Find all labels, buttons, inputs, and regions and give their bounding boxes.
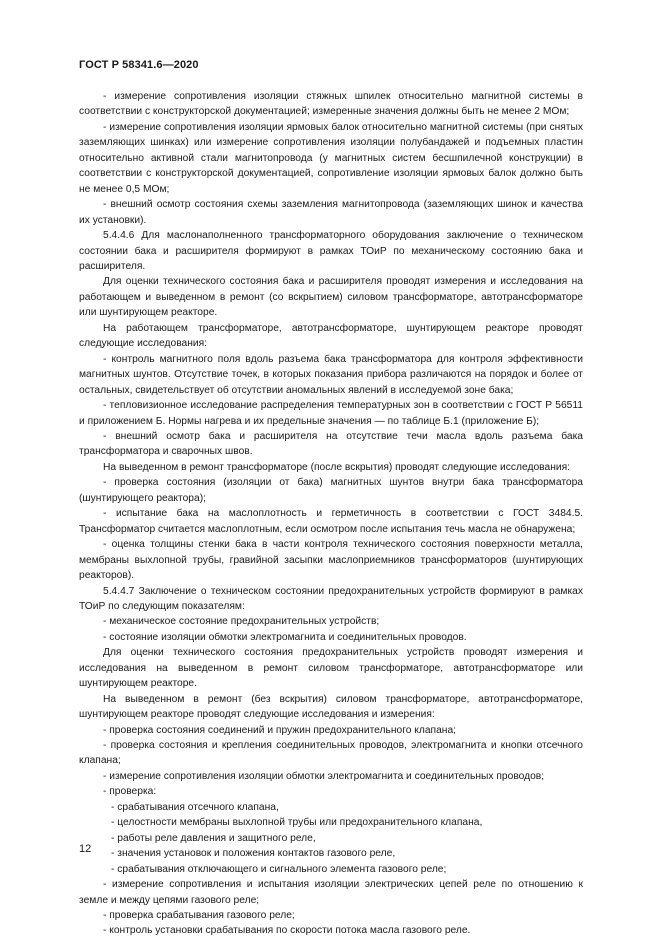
paragraph: 5.4.4.7 Заключение о техническом состоянии предохранительных устройств формируют в рамках ТОиР по следующим показателям: [79,585,583,612]
paragraph: - оценка толщины стенки бака в части контроля технического состояния поверхности металла, мембраны выхлопной трубы, гравийной засыпки маслоприемников трансформаторов (шунтирующих реакторов). [79,539,583,582]
paragraph: - тепловизионное исследование распределения температурных зон в соответствии с ГОСТ Р 56511 и приложением Б. Нормы нагрева и их предельные значения — по таблице Б.1 (приложение Б); [79,400,583,427]
paragraph: - проверка: [103,786,157,798]
paragraph: 5.4.4.6 Для маслонаполненного трансформаторного оборудования заключение о техническом состоянии бака и расширителя формируют в рамках ТОиР по механическому состоянию бака и расширителя. [79,230,583,272]
sub-list-item: - значения установок и положения контактов газового реле, [111,848,396,860]
paragraph: - контроль установки срабатывания по скорости потока масла газового реле. [103,925,471,937]
sub-list-item: - срабатывания отключающего и сигнального элемента газового реле; [111,863,447,875]
paragraph: - проверка состояния (изоляции от бака) магнитных шунтов внутри бака трансформатора (шунтирующего реактора); [79,477,583,504]
paragraph: - измерение сопротивления изоляции ярмовых балок относительно магнитной системы (при снятых заземляющих шинках) или измерение сопротивления изоляции полубандажей и подъемных пластин относительно активной стали магнитопровода (у магнитных систем бесшпилечной конструкции) в соответствии с конструкторской документацией, сопротивление изоляции ярмовых балок должно быть не менее 0,5 МОм; [79,121,583,195]
paragraph: - внешний осмотр состояния схемы заземления магнитопровода (заземляющих шинок и качества их установки). [79,199,583,226]
paragraph: Для оценки технического состояния бака и расширителя проводят измерения и исследования на работающем и выведенном в ремонт (со вскрытием) силовом трансформаторе, автотрансформаторе или шунтирующем реакторе. [79,276,583,319]
paragraph: - измерение сопротивления и испытания изоляции электрических цепей реле по отношению к земле и между цепями газового реле; [79,879,583,906]
paragraph: На выведенном в ремонт (без вскрытия) силовом трансформаторе, автотрансформаторе, шунтирующем реакторе проводят следующие исследования и измерения: [79,693,583,721]
document-header: ГОСТ Р 58341.6—2020 [79,59,199,71]
paragraph: - измерение сопротивления изоляции обмотки электромагнита и соединительных проводов; [103,770,545,782]
paragraph: - состояние изоляции обмотки электромагнита и соединительных проводов. [103,631,467,643]
document-body [79,89,583,939]
sub-list-item: - срабатывания отсечного клапана, [111,801,279,813]
paragraph: На работающем трансформаторе, автотрансформаторе, шунтирующем реакторе проводят следующие исследования: [79,322,583,350]
sub-list-item: - работы реле давления и защитного реле, [111,832,316,844]
sub-list-item: - целостности мембраны выхлопной трубы или предохранительного клапана, [111,817,483,829]
paragraph: - испытание бака на маслоплотность и герметичность в соответствии с ГОСТ 3484.5. Трансформатор считается маслоплотным, если осмотром после испытания течь масла не обнаружена; [79,508,583,535]
paragraph: На выведенном в ремонт трансформаторе (после вскрытия) проводят следующие исследования: [103,461,570,473]
paragraph: - измерение сопротивления изоляции стяжных шпилек относительно магнитной системы в соответствии с конструкторской документацией; измеренные значения должны быть не менее 2 МОм; [79,91,583,118]
paragraph: - механическое состояние предохранительных устройств; [103,616,380,628]
paragraph: - проверка состояния и крепления соединительных проводов, электромагнита и кнопки отсечного клапана; [79,740,583,767]
paragraph: - проверка состояния соединений и пружин предохранительного клапана; [103,724,456,736]
paragraph: - контроль магнитного поля вдоль разъема бака трансформатора для контроля эффективности магнитных шунтов. Отсутствие точек, в которых показания прибора различаются на порядок и более от остальных, свидетельствует об отсутствии аномальных явлений в исследуемой зоне бака; [79,353,583,396]
paragraph: - проверка срабатывания газового реле; [103,910,295,922]
paragraph: Для оценки технического состояния предохранительных устройств проводят измерения и исследования на выведенном в ремонт силовом трансформаторе, автотрансформаторе или шунтирующем реакторе. [79,647,583,690]
paragraph: - внешний осмотр бака и расширителя на отсутствие течи масла вдоль разъема бака трансформатора и сварочных швов. [79,430,583,458]
page-number: 12 [79,843,92,855]
